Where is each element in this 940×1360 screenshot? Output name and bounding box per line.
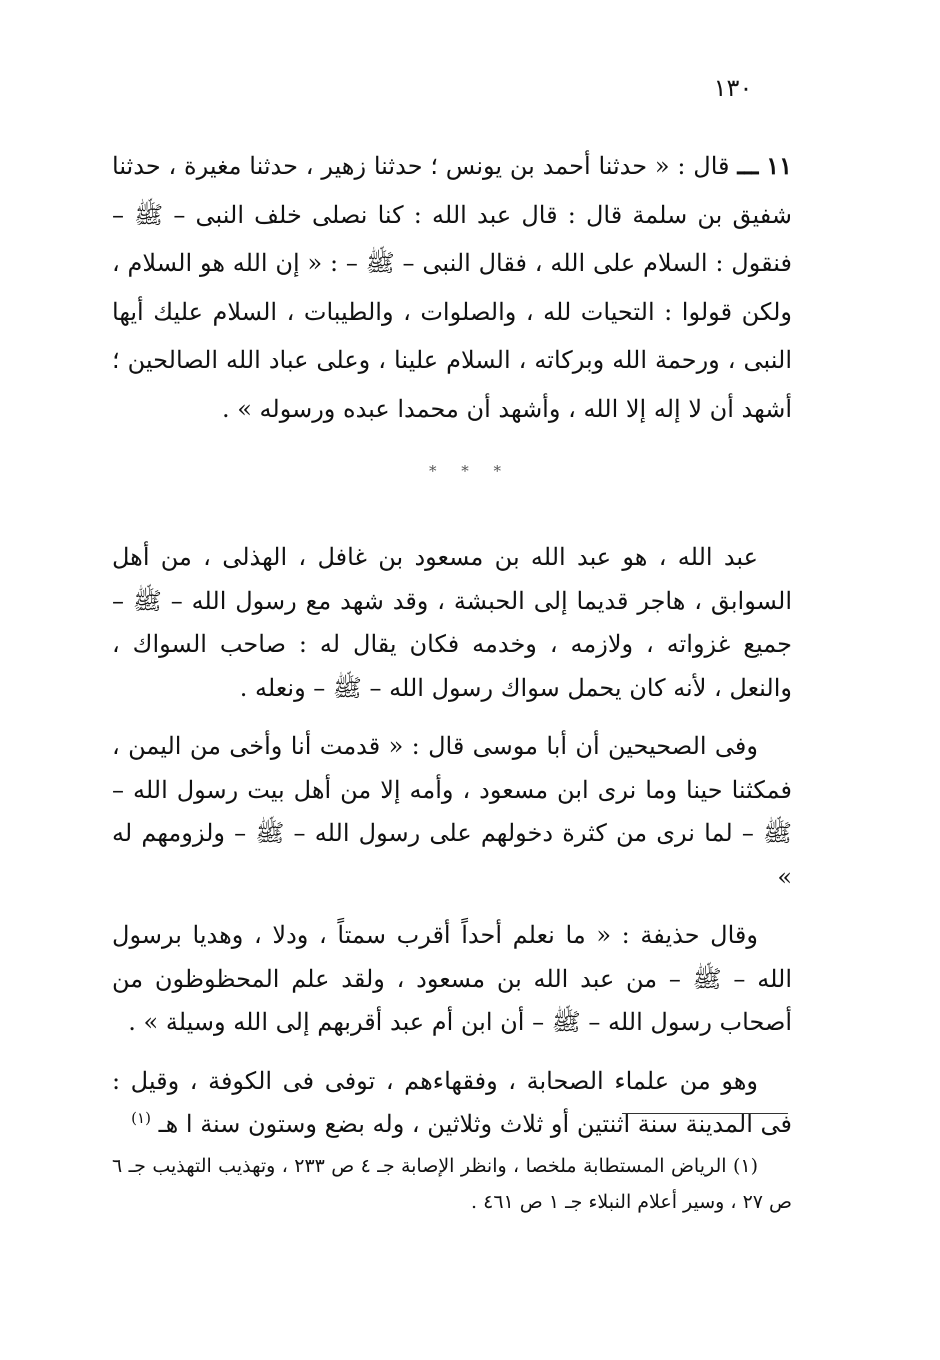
page-number: ١٣٠ bbox=[713, 74, 753, 102]
biography-paragraph-3: وقال حذيفة : « ما نعلم أحداً أقرب سمتاً ، ودلا ، وهديا برسول الله – ﷺ – من عبد الله بن مسعود ، ولقد علم المحظوظون من أصحاب رسول الله – ﷺ – أن ابن أم عبد أقربهم إلى الله وسيلة » . bbox=[112, 921, 792, 1036]
footnotes-section bbox=[112, 1148, 792, 1220]
hadith-text: قال : « حدثنا أحمد بن يونس ؛ حدثنا زهير ، حدثنا مغيرة ، حدثنا شفيق بن سلمة قال : قال عبد الله : كنا نصلى خلف النبى – ﷺ – فنقول : السلام على الله ، فقال النبى – ﷺ – : « إن الله هو السلام ، ولكن قولوا : التحيات لله ، والصلوات ، والطيبات ، السلام عليك أيها النبى ، ورحمة الله وبركاته ، السلام علينا ، وعلى عباد الله الصالحين ؛ أشهد أن لا إله إلا الله ، وأشهد أن محمدا عبده ورسوله » . bbox=[112, 152, 792, 423]
hadith-number: ١١ bbox=[766, 151, 792, 180]
footnote-divider bbox=[622, 1113, 788, 1114]
footnote-1: (١) الرياض المستطابة ملخصا ، وانظر الإصابة جـ ٤ ص ٢٣٣ ، وتهذيب التهذيب جـ ٦ ص ٢٧ ، وسير أعلام النبلاء جـ ١ ص ٤٦١ . bbox=[112, 1155, 792, 1213]
section-separator: * * * bbox=[428, 462, 512, 480]
biography-paragraph-2: وفى الصحيحين أن أبا موسى قال : « قدمت أنا وأخى من اليمن ، فمكثنا حينا وما نرى ابن مسعود ، وأمه إلا من أهل بيت رسول الله – ﷺ – لما نرى من كثرة دخولهم على رسول الله – ﷺ – ولزومهم له » bbox=[112, 732, 792, 891]
biography-paragraph-4 bbox=[112, 1060, 792, 1147]
biography-paragraph-1: عبد الله ، هو عبد الله بن مسعود بن غافل ، الهذلى ، من أهل السوابق ، هاجر قديما إلى الحبشة ، وقد شهد مع رسول الله – ﷺ – جميع غزواته ، ولازمه ، وخدمه فكان يقال له : صاحب السواك ، والنعل ، لأنه كان يحمل سواك رسول الله – ﷺ – ونعله . bbox=[112, 543, 792, 702]
hadith-paragraph bbox=[112, 142, 792, 433]
hadith-number-dash: ـــ bbox=[737, 151, 759, 180]
biography-section bbox=[112, 536, 792, 1162]
biography-paragraph-4-text: وهو من علماء الصحابة ، وفقهاءهم ، توفى فى الكوفة ، وقيل : فى المدينة سنة اثنتين أو ثلاث وثلاثين ، وله بضع وستون سنة ا هـ bbox=[112, 1066, 792, 1138]
footnote-reference[interactable]: (١) bbox=[131, 1109, 151, 1127]
